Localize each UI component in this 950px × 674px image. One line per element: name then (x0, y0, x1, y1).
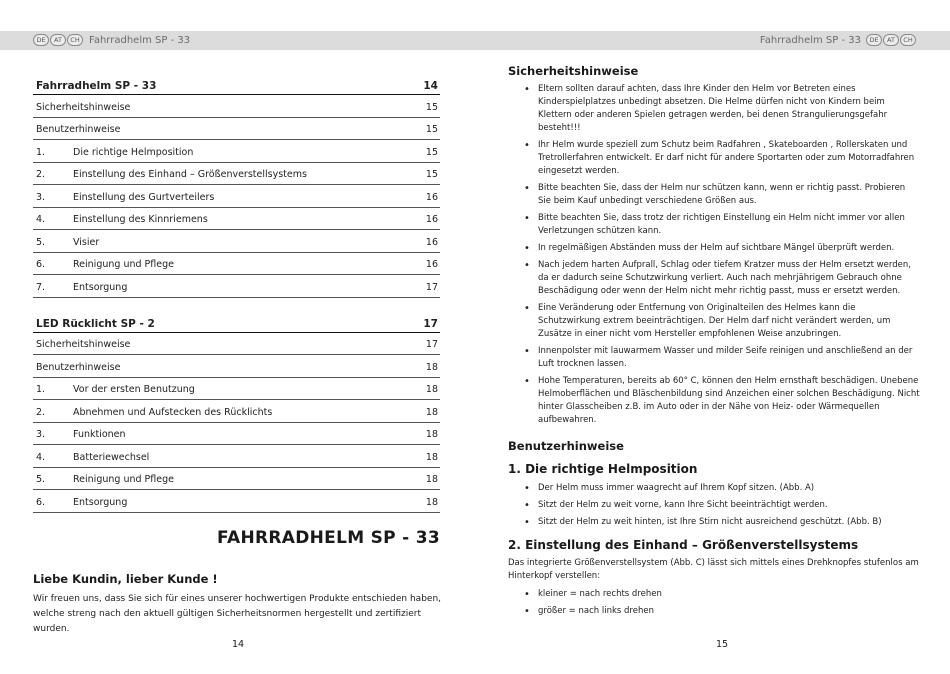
toc-row-page: 18 (425, 496, 438, 508)
toc-row[interactable] (33, 378, 440, 401)
product-title: FAHRRADHELM SP - 33 (217, 528, 440, 548)
country-badge-at: AT (883, 34, 899, 46)
toc-row[interactable] (33, 118, 440, 141)
toc-heading[interactable] (33, 78, 440, 95)
list-item: • Ihr Helm wurde speziell zum Schutz beim Radfahren , Skateboarden , Rollerskaten und Tretrollerfahren entwickelt. Er darf nicht für andere Sportarten oder zum Motorradfahren eingesetzt werden. (508, 139, 920, 178)
toc-row-number: 4. (36, 214, 46, 225)
toc-row[interactable] (33, 230, 440, 253)
toc-row[interactable] (33, 275, 440, 298)
toc-row-label: Benutzerhinweise (36, 361, 121, 373)
toc-row-page: 17 (425, 281, 438, 293)
toc-row-number: 1. (36, 146, 46, 158)
helmet-position-list (508, 482, 920, 529)
list-item: • Innenpolster mit lauwarmem Wasser und milder Seife reinigen und anschließend an der Luft trocknen lassen. (508, 345, 920, 371)
country-badge-de: DE (866, 34, 882, 46)
toc-heading-page: 14 (423, 80, 438, 92)
toc-row[interactable] (33, 253, 440, 276)
page-header (0, 31, 950, 50)
toc-row-label: Entsorgung (73, 496, 128, 508)
toc-row-page: 18 (425, 429, 438, 440)
toc-row-label: Die richtige Helmposition (73, 146, 194, 158)
toc-row-label: Funktionen (73, 429, 126, 440)
toc-row[interactable] (33, 95, 440, 118)
toc-row-number: 5. (36, 474, 46, 485)
intro-paragraph: Wir freuen uns, dass Sie sich für eines unserer hochwertigen Produkte entschieden haben, welche streng nach den aktuell gültigen Sicherheitsnormen hergestellt und zertifiziert wurden. (33, 594, 442, 634)
toc-row-label: Einstellung des Gurtverteilers (73, 191, 215, 203)
header-right (755, 34, 917, 46)
toc-row-label: Sicherheitshinweise (36, 339, 131, 350)
toc-row[interactable] (33, 423, 440, 446)
list-item: • Der Helm muss immer waagrecht auf Ihrem Kopf sitzen. (Abb. A) (508, 482, 920, 495)
toc-row-page: 16 (425, 214, 438, 225)
toc-heading-text: LED Rücklicht SP - 2 (36, 317, 155, 330)
toc-row-page: 16 (425, 259, 438, 270)
table-of-contents (33, 78, 440, 513)
toc-row-label: Reinigung und Pflege (73, 259, 174, 270)
country-badge-at: AT (50, 34, 66, 46)
toc-row-label: Sicherheitshinweise (36, 101, 131, 113)
list-item: • Sitzt der Helm zu weit vorne, kann Ihre Sicht beeinträchtigt werden. (508, 499, 920, 512)
toc-row-number: 3. (36, 429, 46, 440)
toc-row-number: 2. (36, 406, 46, 418)
toc-row-number: 4. (36, 451, 46, 463)
toc-row[interactable] (33, 140, 440, 163)
toc-row[interactable] (33, 333, 440, 356)
toc-row-page: 15 (425, 124, 438, 135)
toc-row-page: 15 (425, 169, 438, 180)
country-badge-ch: CH (67, 34, 83, 46)
helmet-position-heading: 1. Die richtige Helmposition (508, 462, 698, 476)
toc-row-number: 6. (36, 259, 46, 270)
header-title-right: Fahrradhelm SP - 33 (759, 34, 861, 46)
toc-row[interactable] (33, 490, 440, 513)
toc-row[interactable] (33, 185, 440, 208)
toc-row[interactable] (33, 163, 440, 186)
toc-row-page: 18 (425, 361, 438, 373)
toc-row[interactable] (33, 208, 440, 231)
header-left (33, 34, 195, 46)
toc-row-label: Einstellung des Einhand – Größenverstellsystems (73, 169, 307, 180)
page-number-right: 15 (716, 639, 729, 650)
country-badge-de: DE (33, 34, 49, 46)
list-item: • Bitte beachten Sie, dass der Helm nur schützen kann, wenn er richtig passt. Probieren Sie beim Kauf unbedingt verschiedene Größen aus. (508, 182, 920, 208)
toc-heading[interactable] (33, 316, 440, 333)
toc-row-page: 16 (425, 236, 438, 248)
toc-section-helmet (33, 78, 440, 298)
user-notes-heading: Benutzerhinweise (508, 439, 624, 453)
page-number-left: 14 (232, 639, 245, 650)
toc-row-label: Reinigung und Pflege (73, 474, 174, 485)
toc-row-page: 15 (425, 146, 438, 158)
size-adjust-heading: 2. Einstellung des Einhand – Größenverstellsystems (508, 538, 859, 552)
toc-row-number: 3. (36, 191, 46, 203)
toc-row-page: 18 (425, 451, 438, 463)
list-item: • Hohe Temperaturen, bereits ab 60° C, können den Helm ernsthaft beschädigen. Unebene Helmoberflächen und Bläschenbildung sind Anzeichen einer solchen Beschädigung. Nicht hinter Glasscheiben z.B. im Auto oder in der Nähe von Heiz- oder Wärmequellen aufbewahren. (508, 375, 920, 427)
list-item: • Eine Veränderung oder Entfernung von Originalteilen des Helmes kann die Schutzwirkung extrem beeinträchtigen. Der Helm darf nicht verändert werden, um Zusätze in einer nicht vom Hersteller empfohlenen Weise anzubringen. (508, 302, 920, 341)
list-item: • Sitzt der Helm zu weit hinten, ist Ihre Stirn nicht ausreichend geschützt. (Abb. B) (508, 516, 920, 529)
toc-row-label: Entsorgung (73, 281, 128, 293)
toc-row-page: 16 (425, 191, 438, 203)
size-adjust-list (508, 588, 920, 618)
toc-row-page: 15 (425, 101, 438, 113)
toc-row-page: 18 (425, 406, 438, 418)
toc-row[interactable] (33, 445, 440, 468)
toc-row-number: 6. (36, 496, 46, 508)
safety-heading: Sicherheitshinweise (508, 64, 639, 78)
toc-row-label: Einstellung des Kinnriemens (73, 214, 208, 225)
toc-row[interactable] (33, 468, 440, 491)
list-item: • In regelmäßigen Abständen muss der Helm auf sichtbare Mängel überprüft werden. (508, 242, 920, 255)
toc-row-label: Vor der ersten Benutzung (73, 384, 195, 395)
toc-row-label: Abnehmen und Aufstecken des Rücklichts (73, 406, 273, 418)
toc-heading-text: Fahrradhelm SP - 33 (36, 80, 157, 92)
country-badge-ch: CH (900, 34, 916, 46)
toc-row-number: 5. (36, 236, 46, 248)
list-item: • größer = nach links drehen (508, 605, 920, 618)
toc-heading-page: 17 (423, 317, 438, 330)
list-item: • Bitte beachten Sie, dass trotz der richtigen Einstellung ein Helm nicht immer vor allen Verletzungen schützen kann. (508, 212, 920, 238)
toc-row-number: 2. (36, 169, 46, 180)
safety-list (508, 83, 920, 427)
toc-row-page: 17 (425, 339, 438, 350)
toc-row-label: Visier (73, 236, 100, 248)
right-page-content (508, 64, 920, 622)
list-item: • Eltern sollten darauf achten, dass Ihre Kinder den Helm vor Betreten eines Kinderspielplatzes unbedingt absetzen. Die Helme dürfen nicht von Kindern beim Klettern oder anderen Spielen getragen werden, bei denen Strangulierungsgefahr besteht!!! (508, 83, 920, 135)
toc-row[interactable] (33, 355, 440, 378)
toc-row-number: 1. (36, 384, 46, 395)
toc-row-label: Batteriewechsel (73, 451, 150, 463)
toc-row-number: 7. (36, 281, 46, 293)
header-title-left: Fahrradhelm SP - 33 (89, 34, 191, 46)
toc-row-page: 18 (425, 474, 438, 485)
size-adjust-paragraph: Das integrierte Größenverstellsystem (Abb. C) lässt sich mittels eines Drehknopfes stufenlos am Hinterkopf verstellen: (508, 558, 919, 581)
toc-row-page: 18 (425, 384, 438, 395)
list-item: • Nach jedem harten Aufprall, Schlag oder tiefem Kratzer muss der Helm ersetzt werden, da er dadurch seine Schutzwirkung verliert. Auch nach mehrjährigem Gebrauch ohne Beschädigung oder wenn der Helm nicht mehr richtig passt, muss er ersetzt werden. (508, 259, 920, 298)
toc-row[interactable] (33, 400, 440, 423)
list-item: • kleiner = nach rechts drehen (508, 588, 920, 601)
toc-row-label: Benutzerhinweise (36, 124, 121, 135)
toc-section-rear-light (33, 316, 440, 513)
greeting-heading: Liebe Kundin, lieber Kunde ! (33, 572, 218, 586)
